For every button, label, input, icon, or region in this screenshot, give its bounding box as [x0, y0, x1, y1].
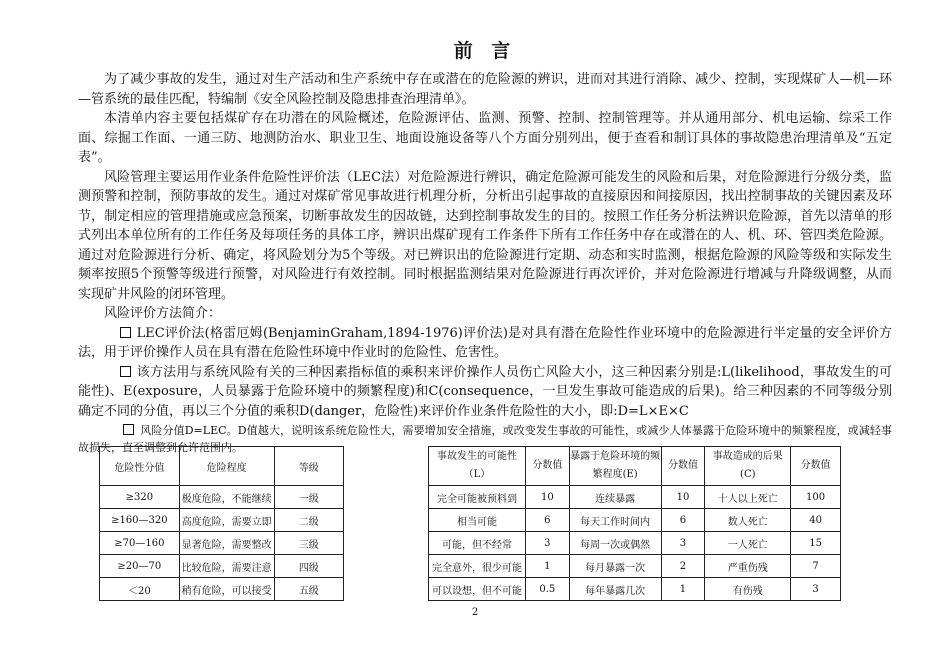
table-cell: 2 [661, 555, 705, 578]
table-cell: 10 [525, 486, 569, 509]
table-cell: 3 [661, 532, 705, 555]
header-cell: 分数值 [791, 447, 841, 486]
table-cell: ≥320 [100, 486, 180, 509]
table-row [100, 509, 344, 532]
table-cell: 数人死亡 [705, 509, 791, 532]
table-row [429, 578, 841, 601]
header-cell: 暴露于危险环境的频繁程度(E) [569, 447, 661, 486]
checkbox-bullet-icon [120, 366, 131, 377]
table-cell: 10 [661, 486, 705, 509]
table-row [100, 486, 344, 509]
table-cell: 完全可能被预料到 [429, 486, 526, 509]
table-cell: 1 [525, 555, 569, 578]
table-cell: ≥70—160 [100, 532, 180, 555]
table-header-row [429, 447, 841, 486]
table-cell: 40 [791, 509, 841, 532]
risk-level-table [99, 446, 344, 601]
table-row [429, 532, 841, 555]
table-row [100, 578, 344, 601]
table-cell: 3 [525, 532, 569, 555]
table-row [100, 532, 344, 555]
table-cell: 每年暴露几次 [569, 578, 661, 601]
table-cell: 一级 [274, 486, 343, 509]
header-cell: 等级 [274, 447, 343, 486]
table-cell: 可以设想，但不可能 [429, 578, 526, 601]
table-row [429, 486, 841, 509]
table-cell: 高度危险，需要立即 [179, 509, 274, 532]
table-cell: 二级 [274, 509, 343, 532]
table-cell: ≥20—70 [100, 555, 180, 578]
header-cell: 事故造成的后果(C) [705, 447, 791, 486]
table-cell: 极度危险，不能继续 [179, 486, 274, 509]
table-cell: 一人死亡 [705, 532, 791, 555]
bullet-text: 该方法用与系统风险有关的三种因素指标值的乘积来评价操作人员伤亡风险大小，这三种因素分别是:L(likelihood，事故发生的可能性)、E(exposure，人员暴露于危险环境中的频繁程度)和C(consequence，一旦发生事故可能造成的后果)。给三种因素的不同等级分别确定不同的分值，再以三个分值的乘积D(danger，危险性)来评价作业条件危险性的大小，即:D=L×E×C [78, 364, 892, 419]
table-cell: 每周一次或偶然 [569, 532, 661, 555]
table-cell: 每月暴露一次 [569, 555, 661, 578]
table-cell: 严重伤残 [705, 555, 791, 578]
table-cell: 相当可能 [429, 509, 526, 532]
table-cell: 连续暴露 [569, 486, 661, 509]
table-cell: 完全意外，很少可能 [429, 555, 526, 578]
table-cell: 有伤残 [705, 578, 791, 601]
table-row [429, 555, 841, 578]
table-cell: 7 [791, 555, 841, 578]
bullet-three-factors [78, 363, 892, 422]
factor-score-table [428, 446, 841, 601]
header-cell: 危险性分值 [100, 447, 180, 486]
checkbox-bullet-icon [123, 424, 134, 435]
paragraph-3: 风险管理主要运用作业条件危险性评价法（LEC法）对危险源进行辨识，确定危险源可能发生的风险和后果，对危险源进行分级分类，监测预警和控制，预防事故的发生。通过对煤矿常见事故进行机理分析，分析出引起事故的直接原因和间接原因，找出控制事故的关键因素及环节，制定相应的管理措施或应急预案，切断事故发生的因故链，达到控制事故发生的目的。按照工作任务分析法辨识危险源，首先以清单的形式列出本单位所有的工作任务及每项任务的具体工序，辨识出煤矿现有工作条件下所有工作任务中存在或潜在的人、机、环、管四类危险源。通过对危险源进行分析、确定，将风险划分为5个等级。对已辨识出的危险源进行定期、动态和实时监测，根据危险源的风险等级和实际发生频率按照5个预警等级进行预警，对风险进行有效控制。同时根据监测结果对危险源进行再次评价，并对危险源进行增减与升降级调整，从而实现矿井风险的闭环管理。 [78, 169, 892, 302]
table-cell: 四级 [274, 555, 343, 578]
table-header-row [100, 447, 344, 486]
table-cell: 每天工作时间内 [569, 509, 661, 532]
table-cell: 1 [661, 578, 705, 601]
table-cell: ≥160—320 [100, 509, 180, 532]
method-intro-heading: 风险评价方法简介： [104, 306, 222, 321]
header-cell: 事故发生的可能性（L） [429, 447, 526, 486]
table-cell: 15 [791, 532, 841, 555]
page-number: 2 [471, 607, 479, 618]
bullet-text: LEC评价法(格雷厄姆(BenjaminGraham,1894-1976)评价法)是对具有潜在危险性作业环境中的危险源进行半定量的安全评价方法，用于评价操作人员在具有潜在危险性环境中作业时的危险性、危害性。 [78, 325, 892, 360]
table-row [429, 509, 841, 532]
bullet-text: 风险分值D=LEC。D值越大，说明该系统危险性大，需要增加安全措施，或改变发生事故的可能性，或减少人体暴露于危险环境中的频繁程度，或减轻事故损失，直至调整到允许范围内。 [78, 424, 892, 454]
table-cell: 稍有危险，可以接受 [179, 578, 274, 601]
header-cell: 分数值 [661, 447, 705, 486]
paragraph-2: 本清单内容主要包括煤矿存在功潜在的风险概述，危险源评估、监测、预警、控制、控制管理等。并从通用部分、机电运输、综采工作面、综掘工作面、一通三防、地测防治水、职业卫生、地面设施设备等八个方面分别列出，便于查看和制订具体的事故隐患治理清单及“五定表”。 [78, 111, 892, 165]
table-cell: 可能，但不经常 [429, 532, 526, 555]
table-cell: 100 [791, 486, 841, 509]
table-cell: 十人以上死亡 [705, 486, 791, 509]
page-title: 前 言 [453, 40, 517, 62]
table-row [100, 555, 344, 578]
checkbox-bullet-icon [120, 327, 131, 338]
table-cell: 0.5 [525, 578, 569, 601]
table-cell: 比较危险，需要注意 [179, 555, 274, 578]
table-cell: 显著危险，需要整改 [179, 532, 274, 555]
header-cell: 分数值 [525, 447, 569, 486]
table-cell: ＜20 [100, 578, 180, 601]
table-cell: 三级 [274, 532, 343, 555]
header-cell: 危险程度 [179, 447, 274, 486]
document-body [78, 38, 892, 456]
table-cell: 五级 [274, 578, 343, 601]
paragraph-1: 为了减少事故的发生，通过对生产活动和生产系统中存在或潜在的危险源的辨识，进而对其进行消除、减少、控制，实现煤矿人—机—环—管系统的最佳匹配，特编制《安全风险控制及隐患排查治理清单》。 [78, 72, 892, 107]
table-cell: 3 [791, 578, 841, 601]
table-cell: 6 [525, 509, 569, 532]
table-cell: 6 [661, 509, 705, 532]
bullet-lec-method [78, 324, 892, 363]
